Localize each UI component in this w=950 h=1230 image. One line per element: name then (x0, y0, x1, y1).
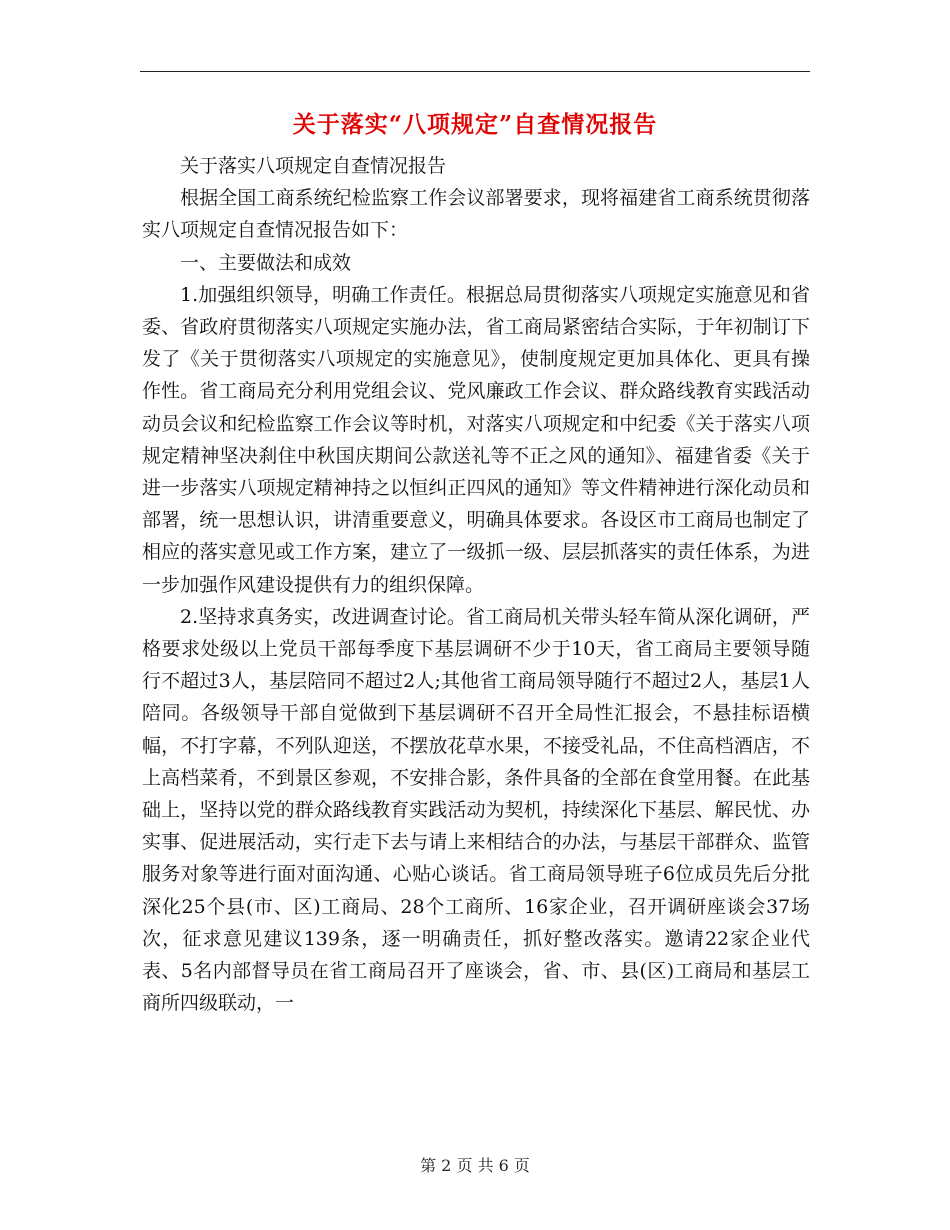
page-number-footer: 第 2 页 共 6 页 (420, 1156, 530, 1175)
document-body (142, 150, 810, 1019)
paragraph-intro: 根据全国工商系统纪检监察工作会议部署要求，现将福建省工商系统贯彻落实八项规定自查情况报告如下： (142, 187, 810, 242)
document-title: 关于落实“八项规定”自查情况报告 (292, 111, 658, 138)
paragraph-item-2: 2.坚持求真务实，改进调查讨论。省工商局机关带头轻车简从深化调研，严格要求处级以上党员干部每季度下基层调研不少于10天，省工商局主要领导随行不超过3人，基层陪同不超过2人;其他省工商局领导随行不超过2人，基层1人陪同。各级领导干部自觉做到下基层调研不召开全局性汇报会，不悬挂标语横幅，不打字幕，不列队迎送，不摆放花草水果，不接受礼品，不住高档酒店，不上高档菜肴，不到景区参观，不安排合影，条件具备的全部在食堂用餐。在此基础上，坚持以党的群众路线教育实践活动为契机，持续深化下基层、解民忧、办实事、促进展活动，实行走下去与请上来相结合的办法，与基层干部群众、监管服务对象等进行面对面沟通、心贴心谈话。省工商局领导班子6位成员先后分批深化25个县(市、区)工商局、28个工商所、16家企业，召开调研座谈会37场次，征求意见建议139条，逐一明确责任，抓好整改落实。邀请22家企业代表、5名内部督导员在省工商局召开了座谈会，省、市、县(区)工商局和基层工商所四级联动，一 (142, 605, 810, 1015)
paragraph-item-1: 1.加强组织领导，明确工作责任。根据总局贯彻落实八项规定实施意见和省委、省政府贯彻落实八项规定实施办法，省工商局紧密结合实际，于年初制订下发了《关于贯彻落实八项规定的实施意见》，使制度规定更加具体化、更具有操作性。省工商局充分利用党组会议、党风廉政工作会议、群众路线教育实践活动动员会议和纪检监察工作会议等时机，对落实八项规定和中纪委《关于落实八项规定精神坚决刹住中秋国庆期间公款送礼等不正之风的通知》、福建省委《关于进一步落实八项规定精神持之以恒纠正四风的通知》等文件精神进行深化动员和部署，统一思想认识，讲清重要意义，明确具体要求。各设区市工商局也制定了相应的落实意见或工作方案，建立了一级抓一级、层层抓落实的责任体系，为进一步加强作风建设提供有力的组织保障。 (142, 283, 810, 596)
paragraph-subtitle: 关于落实八项规定自查情况报告 (180, 155, 447, 177)
header-rule (140, 71, 810, 72)
section-heading: 一、主要做法和成效 (180, 251, 352, 274)
